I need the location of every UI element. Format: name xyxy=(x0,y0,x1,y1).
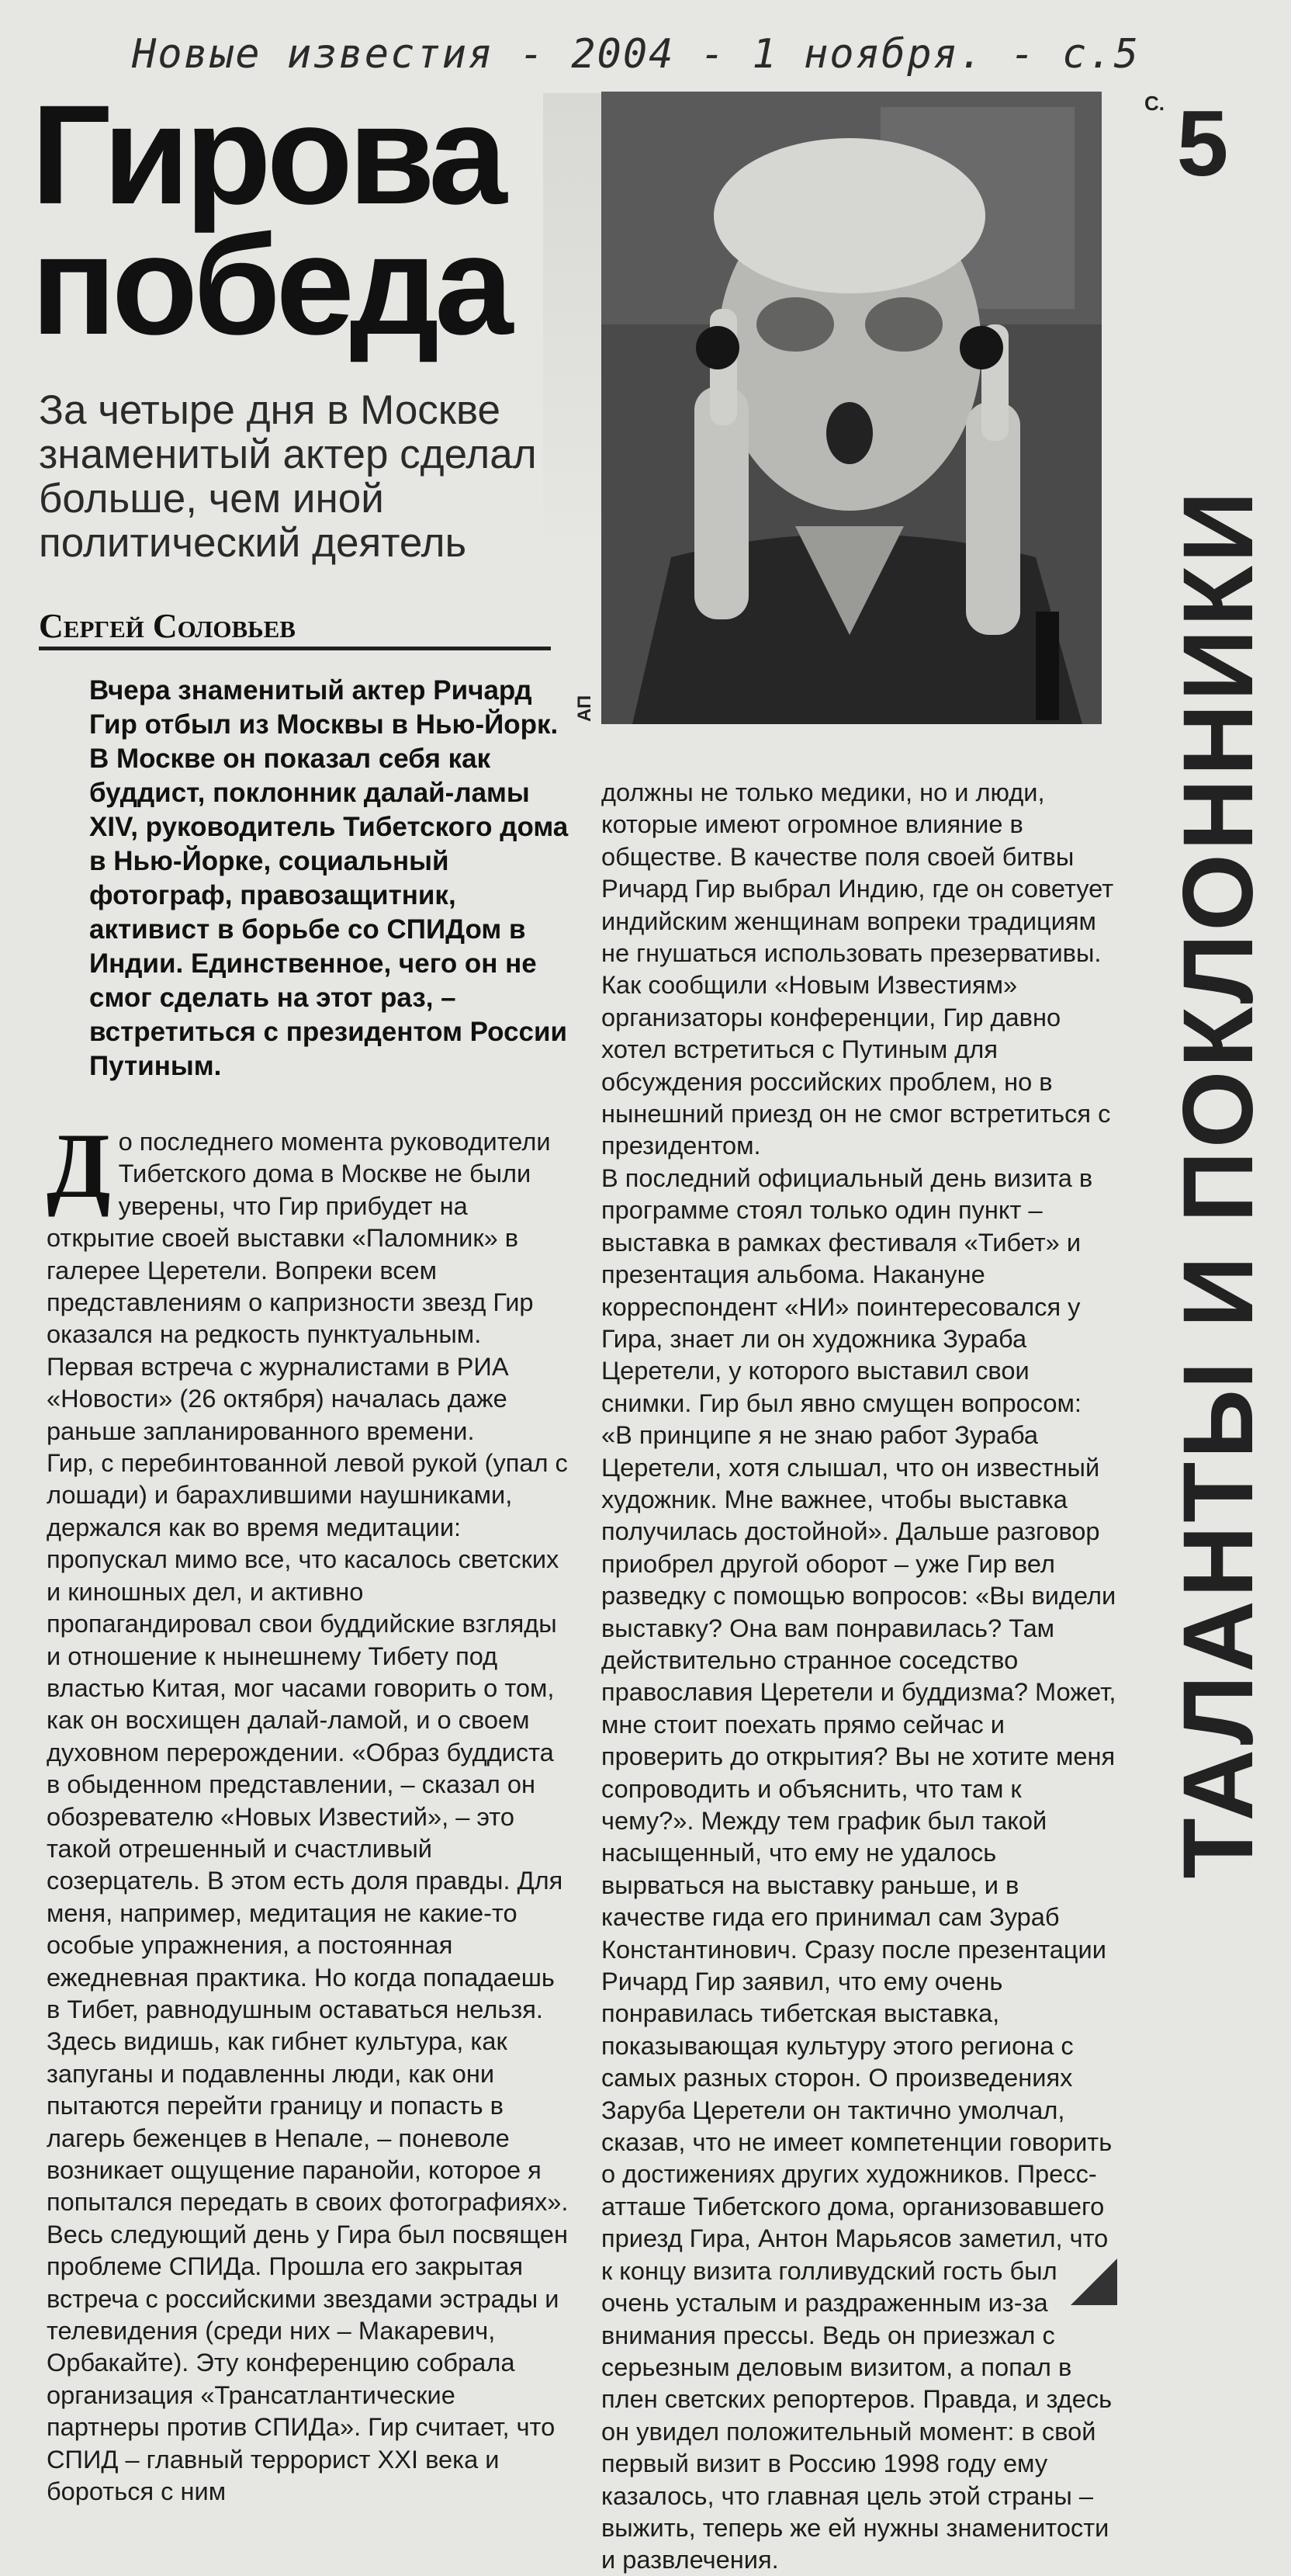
page-number: 5 xyxy=(1176,92,1229,196)
article-column-1 xyxy=(47,1114,574,2507)
headline-line-1: Гирова xyxy=(31,75,503,234)
body-paragraph: о последнего момента руководители Тибетского дома в Москве не были уверены, что Гир прибудет на открытие своей выставки «Паломник» в галерее Церетели. Вопреки всем представлениям о капризности звезд Гир оказался на редкость пунктуальным. Первая встреча с журналистами в РИА «Новости» (26 октября) началась даже раньше запланированного времени. xyxy=(47,1127,551,1445)
headline-line-2: победа xyxy=(31,206,509,364)
photo-credit: АП xyxy=(574,695,595,722)
article-column-2 xyxy=(601,776,1117,2576)
body-paragraph: Весь следующий день у Гира был посвящен проблеме СПИДа. Прошла его закрытая встреча с российскими звездами эстрады и телевидения (среди них – Макаревич, Орбакайте). Эту конференцию собрала организация «Трансатлантические партнеры против СПИДа». Гир считает, что СПИД – главный террорист XXI века и бороться с ним xyxy=(47,2219,568,2506)
section-label xyxy=(1164,272,1272,2096)
drop-cap: Д xyxy=(47,1114,111,1217)
handwritten-source-note: Новые известия - 2004 - 1 ноября. - с.5 xyxy=(132,31,1140,78)
end-mark xyxy=(1071,2259,1117,2305)
body-paragraph: В последний официальный день визита в программе стоял только один пункт – выставка в рамках фестиваля «Тибет» и презентация альбома. Накануне корреспондент «НИ» поинтересовался у Гира, знает ли он художника Зураба Церетели, у которого выставил свои снимки. Гир был явно смущен вопросом: «В принципе я не знаю работ Зураба Церетели, хотя слышал, что он известный художник. Мне важнее, чтобы выставка получилась достойной». Дальше разговор приобрел другой оборот – уже Гир вел разведку с помощью вопросов: «Вы видели выставку? Она вам понравилась? Там действительно странное соседство православия Церетели и буддизма? Может, мне стоит поехать прямо сейчас и проверить до открытия? Вы не хотите меня сопроводить и объяснить, что там к чему?». Между тем график был такой насыщенный, что ему не удалось вырваться на выставку раньше, и в качестве гида его принимал сам Зураб Константинович. Сразу после презентации Ричард Гир заявил, что ему очень понравилась тибетская выставка, показывающая культуру этого региона с самых разных сторон. О произведениях Заруба Церетели он тактично умолчал, сказав, что не имеет компетенции говорить о достижениях других художников. Пресс-атташе Тибетского дома, организовавшего приезд Гира, Антон Марьясов заметил, что к концу визита голливудский гость был очень усталым и раздраженным из-за внимания прессы. Ведь он приезжал с серьезным деловым визитом, а попал в плен светских репортеров. Правда, и здесь он увидел положительный момент: в свой первый визит в Россию 1998 году ему казалось, что главная цель этой страны – выжить, теперь же ей нужны знаменитости и развлечения. xyxy=(601,1163,1116,2574)
headline xyxy=(31,75,590,364)
page-prefix: С. xyxy=(1144,92,1165,115)
section-label-text: ТАЛАНТЫ И ПОКЛОННИКИ xyxy=(1162,488,1274,1879)
article-photo xyxy=(601,92,1102,724)
body-paragraph: Гир, с перебинтованной левой рукой (упал с лошади) и барахлившими наушниками, держался как во время медитации: пропускал мимо все, что касалось светских и киношных дел, и активно пропагандировал свои буддийские взгляды и отношение к нынешнему Тибету под властью Китая, мог часами говорить о том, как он восхищен далай-ламой, и о своем духовном перерождении. «Образ буддиста в обыденном представлении, – сказал он обозревателю «Новых Известий», – это такой отрешенный и счастливый созерцатель. В этом есть доля правды. Для меня, например, медитация не какие-то особые упражнения, а постоянная ежедневная практика. Но когда попадаешь в Тибет, равнодушным оставаться нельзя. Здесь видишь, как гибнет культура, как запуганы и подавленны люди, как они пытаются перейти границу и попасть в лагерь беженцев в Непале, – поневоле возникает ощущение паранойи, которое я попытался передать в своих фотографиях». xyxy=(47,1448,569,2217)
lead-paragraph: Вчера знаменитый актер Ричард Гир отбыл из Москвы в Нью-Йорк. В Москве он показал себя как буддист, поклонник далай-ламы XIV, руководитель Тибетского дома в Нью-Йорке, социальный фотограф, правозащитник, активист в борьбе со СПИДом в Индии. Единственное, чего он не смог сделать на этот раз, – встретиться с президентом России Путиным. xyxy=(89,675,569,1081)
subheadline: За четыре дня в Москве знаменитый актер сделал больше, чем иной политический деятель xyxy=(39,387,537,566)
author-byline: Сергей Соловьев xyxy=(39,609,551,650)
body-paragraph: должны не только медики, но и люди, которые имеют огромное влияние в обществе. В качестве поля своей битвы Ричард Гир выбрал Индию, где он советует индийским женщинам вопреки традициям не гнушаться использовать презервативы. Как сообщили «Новым Известиям» организаторы конференции, Гир давно хотел встретиться с Путиным для обсуждения российских проблем, но в нынешний приезд он не смог встретиться с президентом. xyxy=(601,778,1114,1160)
photo-illustration xyxy=(601,92,1102,724)
